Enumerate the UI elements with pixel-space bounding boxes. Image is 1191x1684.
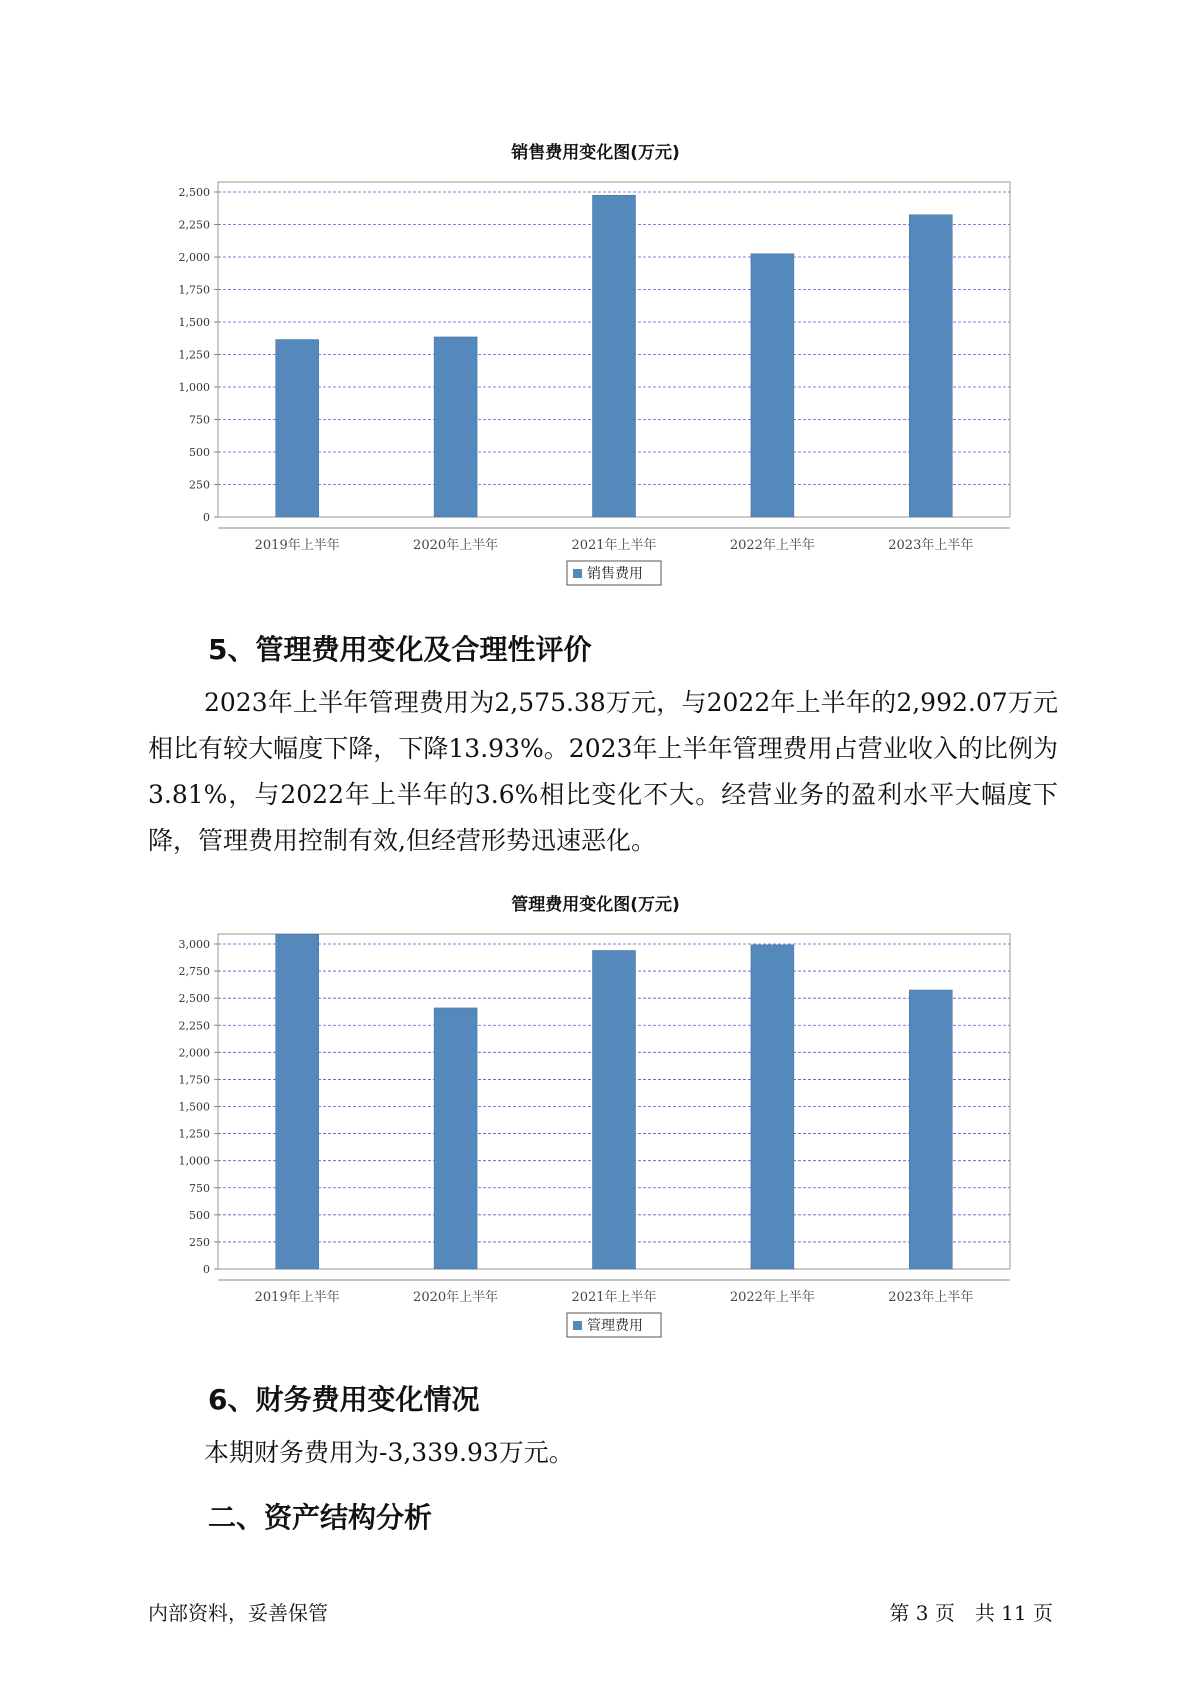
y-tick-label: 1,750 bbox=[178, 283, 210, 297]
y-tick-label: 1,250 bbox=[178, 1127, 210, 1141]
y-tick-label: 2,000 bbox=[178, 1046, 210, 1060]
legend-swatch bbox=[573, 569, 582, 578]
footer-page-number: 第 3 页 共 11 页 bbox=[889, 1601, 1053, 1625]
x-tick-label: 2023年上半年 bbox=[888, 1290, 974, 1305]
footer-confidential-note: 内部资料，妥善保管 bbox=[148, 1601, 328, 1625]
x-tick-label: 2019年上半年 bbox=[254, 538, 340, 553]
y-tick-label: 1,000 bbox=[178, 1154, 210, 1168]
y-tick-label: 500 bbox=[189, 446, 210, 459]
x-tick-label: 2022年上半年 bbox=[729, 1290, 815, 1305]
bar bbox=[276, 934, 319, 1269]
y-tick-label: 1,750 bbox=[178, 1073, 210, 1087]
y-tick-label: 2,250 bbox=[178, 1019, 210, 1033]
chart-title: 销售费用变化图(万元) bbox=[511, 143, 680, 163]
bar bbox=[909, 990, 952, 1269]
legend-label: 销售费用 bbox=[587, 566, 643, 582]
chart-svg bbox=[0, 130, 1191, 600]
section-6-heading: 6、财务费用变化情况 bbox=[208, 1383, 480, 1416]
y-tick-label: 0 bbox=[203, 511, 210, 524]
section-5-heading: 5、管理费用变化及合理性评价 bbox=[208, 633, 592, 666]
y-tick-label: 1,500 bbox=[178, 1100, 210, 1114]
x-tick-label: 2021年上半年 bbox=[571, 1290, 657, 1305]
x-tick-label: 2020年上半年 bbox=[413, 1290, 499, 1305]
bar bbox=[276, 340, 319, 517]
y-tick-label: 250 bbox=[189, 1235, 210, 1249]
y-tick-label: 750 bbox=[189, 413, 210, 427]
y-tick-label: 0 bbox=[203, 1263, 210, 1276]
section-6-paragraph: 本期财务费用为-3,339.93万元。 bbox=[204, 1438, 574, 1467]
bar bbox=[434, 337, 477, 517]
x-tick-label: 2020年上半年 bbox=[413, 538, 499, 553]
x-tick-label: 2022年上半年 bbox=[729, 538, 815, 553]
section-5-paragraph: 2023年上半年管理费用为2,575.38万元，与2022年上半年的2,992.07万元相比有较大幅度下降，下降13.93%。2023年上半年管理费用占营业收入的比例为3.81%，与2022年上半年的3.6%相比变化不大。经营业务的盈利水平大幅度下降，管理费用控制有效,但经营形势迅速恶化。 bbox=[148, 688, 1058, 855]
x-tick-label: 2019年上半年 bbox=[254, 1290, 340, 1305]
y-tick-label: 3,000 bbox=[178, 938, 210, 951]
x-tick-label: 2023年上半年 bbox=[888, 538, 974, 553]
admin-expense-chart bbox=[0, 882, 1191, 1352]
y-tick-label: 250 bbox=[189, 478, 210, 492]
y-tick-label: 1,500 bbox=[178, 316, 210, 329]
y-tick-label: 750 bbox=[189, 1181, 210, 1195]
bar bbox=[751, 945, 794, 1269]
bar bbox=[751, 254, 794, 517]
y-tick-label: 2,500 bbox=[178, 992, 210, 1006]
section-two-heading: 二、资产结构分析 bbox=[208, 1501, 433, 1534]
chart-title: 管理费用变化图(万元) bbox=[511, 895, 680, 915]
y-tick-label: 1,250 bbox=[178, 348, 210, 362]
sales-expense-chart bbox=[0, 130, 1191, 600]
legend-label: 管理费用 bbox=[587, 1318, 643, 1334]
bar bbox=[593, 951, 636, 1270]
y-tick-label: 2,000 bbox=[178, 251, 210, 264]
y-tick-label: 500 bbox=[189, 1208, 210, 1222]
x-tick-label: 2021年上半年 bbox=[571, 538, 657, 553]
y-tick-label: 2,500 bbox=[178, 186, 210, 199]
legend-swatch bbox=[573, 1321, 582, 1330]
bar bbox=[434, 1008, 477, 1269]
bar bbox=[593, 195, 636, 517]
y-tick-label: 1,000 bbox=[178, 381, 210, 394]
chart-svg bbox=[0, 882, 1191, 1352]
bar bbox=[909, 215, 952, 517]
y-tick-label: 2,750 bbox=[178, 965, 210, 979]
y-tick-label: 2,250 bbox=[178, 218, 210, 232]
